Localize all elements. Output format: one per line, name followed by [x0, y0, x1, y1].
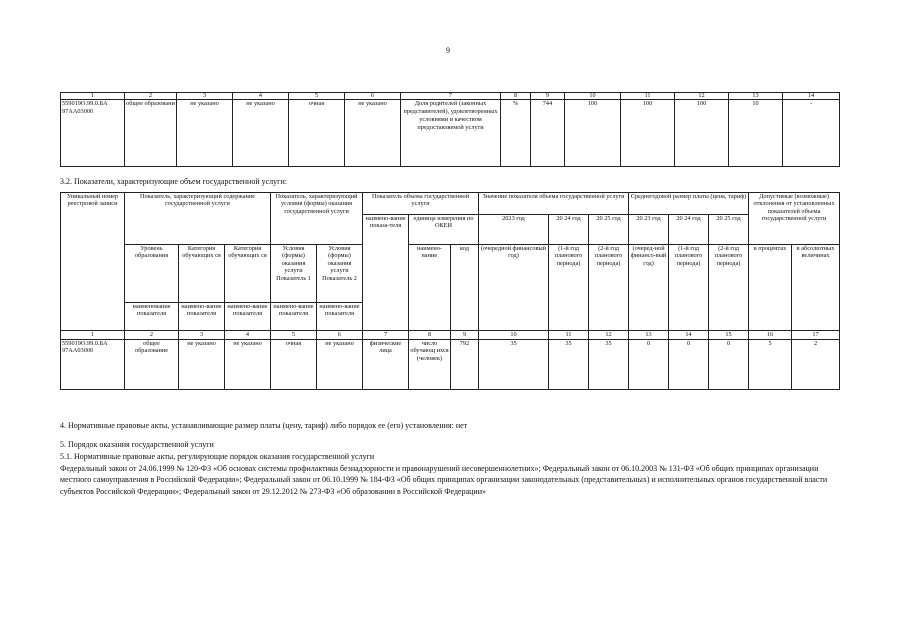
header-average-fee: Среднегодовой размер платы (цена, тариф) [629, 193, 749, 215]
header-measure-unit: единица измерения по ОКЕИ [409, 215, 479, 245]
column-number: 17 [792, 331, 840, 340]
table-cell: Доля родителей (законных представителей), удовлетворенных условиями и качеством предоставляемой услуги [401, 100, 501, 167]
table-cell: - [783, 100, 840, 167]
volume-indicators-table [60, 192, 840, 390]
col-header: 7 [401, 93, 501, 100]
table-cell: 559019О.99.0.БА 97АА03000 [61, 340, 125, 390]
table-cell: 35 [479, 340, 549, 390]
header-allowed-deviation: Допустимые (возможные) отклонения от установленных показателей объема государственной услуги [749, 193, 840, 245]
content-level: Уровень образования [125, 245, 179, 303]
column-number: 9 [451, 331, 479, 340]
period-price-3: (2-й год планового периода) [709, 245, 749, 331]
table-cell: 100 [675, 100, 729, 167]
col-header: 13 [729, 93, 783, 100]
column-number: 11 [549, 331, 589, 340]
table-cell: 792 [451, 340, 479, 390]
indicator-name-label: наимено-вание показателя [179, 303, 225, 331]
laws-paragraph: Федеральный закон от 24.06.1999 № 120-ФЗ «Об основах системы профилактики безнадзорности и правонарушений несовершеннолетних»; Федеральный закон от 06.10.2003 № 131-ФЗ «Об общих принципах организации местного самоуправления в Российской Федерации»; Федеральный закон от 06.10.1999 № 184-ФЗ «Об общих принципах организации законодательных (представительных) и исполнительных органов государственной власти субъектов Российской Федерации»; Федеральный закон от 29.12.2012 № 273-ФЗ «Об образовании в Российской Федерации» [60, 464, 828, 496]
table-cell: 100 [621, 100, 675, 167]
table-cell: % [501, 100, 531, 167]
table-cell: не указано [179, 340, 225, 390]
table-cell: 2 [792, 340, 840, 390]
table-cell: 10 [729, 100, 783, 167]
indicator-name-label: наимено-вание показателя [271, 303, 317, 331]
period-value-1: (очередной финансовый год) [479, 245, 549, 331]
table-cell: физические лица [363, 340, 409, 390]
column-number: 5 [271, 331, 317, 340]
header-indicator-name: наимено-вание показа-теля [363, 215, 409, 331]
col-header: 14 [783, 93, 840, 100]
unit-name: наимено-вание [409, 245, 451, 331]
table-cell: 0 [669, 340, 709, 390]
section-4-text: 4. Нормативные правовые акты, устанавливающие размер платы (цену, тариф) либо порядок ее (его) установления: нет [60, 421, 468, 430]
year-price-3: 20 25 год [709, 215, 749, 245]
table-cell: не указано [177, 100, 233, 167]
header-content-indicator: Показатель, характеризующий содержание государственной услуги [125, 193, 271, 245]
page-number: 9 [446, 46, 450, 55]
col-header: 1 [61, 93, 125, 100]
column-number: 7 [363, 331, 409, 340]
year-value-2: 20 24 год [549, 215, 589, 245]
table-row [61, 340, 840, 390]
col-header: 4 [233, 93, 289, 100]
section-3-2-heading: 3.2. Показатели, характеризующие объем государственной услуги: [60, 177, 287, 186]
table-cell: очная [271, 340, 317, 390]
table-header-row [61, 93, 840, 100]
col-header: 10 [565, 93, 621, 100]
table-cell: 5 [749, 340, 792, 390]
column-number: 15 [709, 331, 749, 340]
col-header: 11 [621, 93, 675, 100]
column-number-row [61, 331, 840, 340]
quality-indicators-table [60, 92, 840, 167]
header-volume-value: Значение показателя объема государственной услуги [479, 193, 629, 215]
deviation-percent: в процентах [749, 245, 792, 331]
column-number: 14 [669, 331, 709, 340]
col-header: 8 [501, 93, 531, 100]
period-value-2: (1-й год планового периода) [549, 245, 589, 331]
header-registry-number: Уникальный номер реестровой записи [61, 193, 125, 331]
table-cell: не указано [225, 340, 271, 390]
column-number: 12 [589, 331, 629, 340]
col-header: 6 [345, 93, 401, 100]
year-value-1: 2023 год [479, 215, 549, 245]
table-row [61, 100, 840, 167]
period-price-1: (очеред-ной финансо-вый год) [629, 245, 669, 331]
year-price-1: 20 23 год [629, 215, 669, 245]
column-number: 16 [749, 331, 792, 340]
condition-1: Условия (формы) оказания услуги Показатель 1 [271, 245, 317, 303]
unit-code: код [451, 245, 479, 331]
column-number: 13 [629, 331, 669, 340]
content-category-1: Категория обучающих ся [179, 245, 225, 303]
table-cell: 559019О.99.0.БА 97АА03000 [61, 100, 125, 167]
content-category-2: Категория обучающих ся [225, 245, 271, 303]
header-volume-indicator: Показатель объема государственной услуги [363, 193, 479, 215]
period-value-3: (2-й год планового периода) [589, 245, 629, 331]
column-number: 4 [225, 331, 271, 340]
indicator-name-label: наимено-вание показателя [225, 303, 271, 331]
table-cell: 744 [531, 100, 565, 167]
indicator-name-label: наименование показателя [125, 303, 179, 331]
table-cell: очная [289, 100, 345, 167]
table-cell: общее образование [125, 340, 179, 390]
table-cell: 35 [549, 340, 589, 390]
year-price-2: 20 24 год [669, 215, 709, 245]
column-number: 3 [179, 331, 225, 340]
table-cell: не указано [233, 100, 289, 167]
column-number: 10 [479, 331, 549, 340]
column-number: 6 [317, 331, 363, 340]
col-header: 3 [177, 93, 233, 100]
table-cell: 35 [589, 340, 629, 390]
deviation-absolute: в абсолютных величинах [792, 245, 840, 331]
col-header: 12 [675, 93, 729, 100]
column-number: 2 [125, 331, 179, 340]
column-number: 1 [61, 331, 125, 340]
table-cell: 100 [565, 100, 621, 167]
period-price-2: (1-й год планового периода) [669, 245, 709, 331]
table-cell: общее образовани [125, 100, 177, 167]
table-cell: число обучающ ихся (человек) [409, 340, 451, 390]
table-cell: не указано [317, 340, 363, 390]
table-cell: 0 [629, 340, 669, 390]
col-header: 9 [531, 93, 565, 100]
col-header: 5 [289, 93, 345, 100]
section-5-heading: 5. Порядок оказания государственной услуги [60, 440, 214, 449]
header-condition-indicator: Показатель, характеризующий условия (формы) оказания государственной услуги [271, 193, 363, 245]
column-number: 8 [409, 331, 451, 340]
col-header: 2 [125, 93, 177, 100]
table-cell: 0 [709, 340, 749, 390]
table-cell: не указано [345, 100, 401, 167]
section-5-1-heading: 5.1. Нормативные правовые акты, регулирующие порядок оказания государственной услуги [60, 452, 375, 461]
year-value-3: 20 25 год [589, 215, 629, 245]
condition-2: Условия (формы) оказания услуги Показатель 2 [317, 245, 363, 303]
indicator-name-label: наимено-вание показателя [317, 303, 363, 331]
